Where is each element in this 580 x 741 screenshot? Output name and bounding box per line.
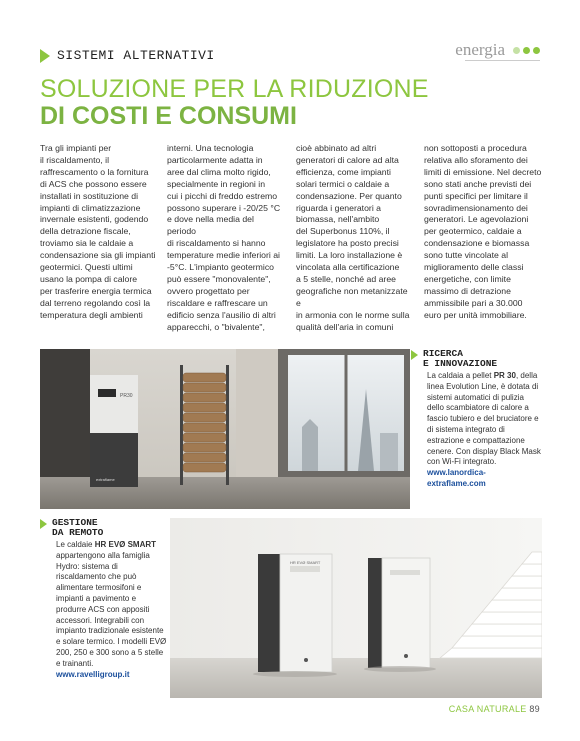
caption-body [411,371,543,490]
section-title: SISTEMI ALTERNATIVI [57,48,215,63]
body-column-3: cioè abbinato ad altri generatori di calore ad alta efficienza, come impianti solari termici o caldaie a condensazione. Per quanto riguarda i generatori a biomassa, nell'ambito del Superbonus 110%, il legislatore ha posto precisi limiti. La loro installazione è vincolata alla certificazione a 5 stelle, nonché ad aree geografiche non metanizzate e in armonia con le norme sulla qualità dell'aria in comuni [296,143,410,332]
boiler-model-label: HR EVØ SMART [290,560,321,565]
caption-text: , della linea Evolution Line, è dotata di sistemi automatici di pulizia dello scambiatore di calore a fascio tubiero e del bruciatore e di sistema integrato di estrazione e compattazione cenere. Con display Black Mask con Wi-Fi integrato. [427,371,541,467]
boiler-model-label: PR30 [120,393,133,399]
caption-heading: RICERCA E INNOVAZIONE [423,348,498,369]
smart-boiler-photo [170,518,542,698]
product-name: HR EVØ SMART [94,540,157,549]
boiler-brand-label: extraflame [96,477,115,482]
brand-name: energia [455,40,505,59]
caption-heading: GESTIONE DA REMOTO [52,517,104,538]
body-column-2: interni. Una tecnologia particolarmente adatta in aree dal clima molto rigido, specialmente in regioni in cui i picchi di freddo estremo possono superare i -20/25 °C e dove nella media del periodo di riscaldamento si hanno temperature medie inferiori ai -5°C. L'impianto geotermico può essere "monovalente", ovvero progettato per riscaldare e raffrescare un edificio senza l'ausilio di altri apparecchi, o "bivalente", [167,143,281,332]
website-link[interactable]: www.lanordica-extraflame.com [427,468,486,488]
brand-dot-icon [523,47,530,54]
caption-text: La caldaia a pellet [427,371,494,380]
product-name: PR 30 [493,371,516,380]
caption-ricerca [411,349,543,490]
pellet-boiler-photo [40,349,410,509]
website-link[interactable]: www.ravelligroup.it [56,669,130,679]
caption-arrow-icon [411,350,418,360]
section-label [40,48,215,63]
caption-heading-row [411,349,543,369]
magazine-name: CASA NATURALE [448,704,527,714]
body-column-1: Tra gli impianti per il riscaldamento, il raffrescamento o la fornitura di ACS che possono essere installati in sostituzione di impianti di climatizzazione invernale esistenti, godendo della detrazione fiscale, troviamo sia le caldaie a condensazione sia gli impianti geotermici. Questi ultimi usano la pompa di calore per trasferire energia termica dal terreno regolando così la temperatura degli ambienti [40,143,156,320]
caption-text: Le caldaie [56,540,95,549]
caption-text: appartengono alla famiglia Hydro: sistema di riscaldamento che può alimentare termosifoni e impianti a pavimento e produrre ACS con appositi accessori. Integrabili con impianto tradizionale esistente e solare termico. I modelli EVØ 200, 250 e 300 sono a 5 stelle e trainanti. [56,550,167,668]
brand-dot-icon [533,47,540,54]
page-footer [449,704,540,714]
caption-gestione [40,518,168,680]
headline-line-1: SOLUZIONE PER LA RIDUZIONE [40,75,429,103]
caption-heading-row [40,518,168,538]
section-arrow-icon [40,49,50,63]
headline [40,76,429,130]
caption-arrow-icon [40,519,47,529]
brand-divider [465,60,540,61]
body-column-4: non sottoposti a procedura relativa allo sforamento dei limiti di emissione. Nel decreto sono stati anche previsti dei punti specifici per limitare il sovradimensionamento dei generatori. Le agevolazioni per geotermico, caldaie a condensazione e biomassa sono tutte vincolate al miglioramento delle classi energetiche, con limite massimo di detrazione ammissibile pari a 30.000 euro per unità immobiliare. [424,143,542,320]
brand-mark [455,40,540,60]
headline-line-2: DI COSTI E CONSUMI [40,102,297,130]
brand-dot-icon [513,47,520,54]
page-number: 89 [529,704,540,714]
caption-body [40,540,168,680]
